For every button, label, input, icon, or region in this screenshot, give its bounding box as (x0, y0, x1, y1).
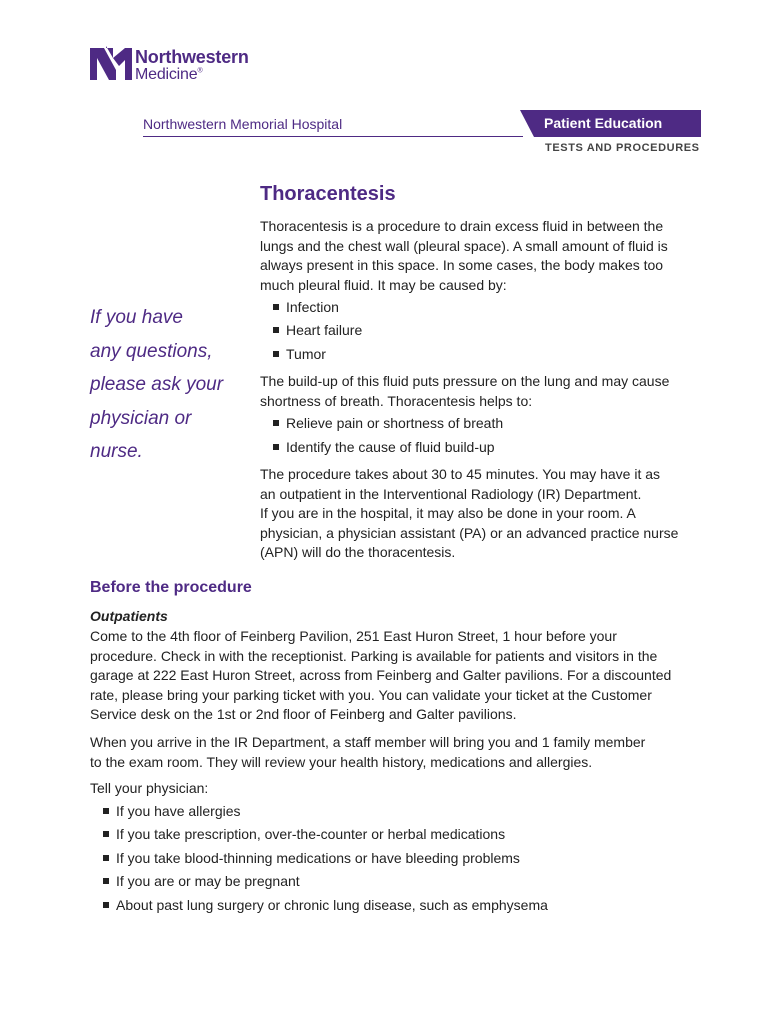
text-line: much pleural fluid. It may be caused by: (260, 276, 507, 293)
page-title: Thoracentesis (260, 183, 396, 205)
tell-physician-label: Tell your physician: (90, 780, 209, 796)
list-item: If you take prescription, over-the-counter or herbal medications (101, 825, 548, 848)
sidebar-note-line: nurse. (90, 441, 143, 462)
text-line: rate, please bring your parking ticket with you. You can validate your ticket at the Customer (90, 686, 652, 703)
patient-education-label: Patient Education (544, 115, 663, 131)
sidebar-note-line: physician or (90, 407, 192, 429)
pressure-paragraph (260, 372, 700, 411)
list-item: Identify the cause of fluid build-up (271, 438, 503, 462)
text-line: to the exam room. They will review your health history, medications and allergies. (90, 753, 593, 770)
list-item: Infection (271, 298, 362, 321)
text-line: shortness of breath. Thoracentesis helps to: (260, 392, 533, 409)
text-line: garage at 222 East Huron Street, across from Feinberg and Galter pavilions. For a discounted (90, 667, 672, 683)
sidebar-note-line: If you have (90, 307, 183, 328)
text-line: Come to the 4th floor of Feinberg Pavilion, 251 East Huron Street, 1 hour before your (90, 628, 617, 644)
sidebar-questions-note (90, 301, 242, 469)
text-line: always present in this space. In some cases, the body makes too (260, 257, 664, 273)
section-label: TESTS AND PROCEDURES (545, 142, 700, 154)
outpatients-paragraph (90, 627, 710, 725)
duration-paragraph (260, 465, 700, 563)
list-item: If you take blood-thinning medications or have bleeding problems (101, 849, 548, 872)
text-line: (APN) will do the thoracentesis. (260, 544, 456, 560)
intro-paragraph (260, 217, 700, 295)
text-line: lungs and the chest wall (pleural space). A small amount of fluid is (260, 237, 668, 254)
helps-list (271, 414, 503, 461)
list-item: Heart failure (271, 321, 362, 344)
nm-monogram-icon (90, 46, 132, 80)
logo-wordmark-line2: Medicine® (135, 66, 203, 83)
list-item: Relieve pain or shortness of breath (271, 414, 503, 438)
logo-wordmark-line1: Northwestern (135, 47, 249, 67)
hospital-name: Northwestern Memorial Hospital (143, 116, 343, 132)
list-item: If you have allergies (101, 802, 548, 825)
header-divider (143, 136, 523, 137)
before-procedure-heading: Before the procedure (90, 579, 252, 596)
text-line: The build-up of this fluid puts pressure on the lung and may cause (260, 373, 670, 389)
text-line: Thoracentesis is a procedure to drain excess fluid in between the (260, 218, 664, 234)
causes-list (271, 298, 362, 368)
sidebar-note-line: please ask your (90, 374, 224, 395)
list-item: Tumor (271, 345, 362, 368)
text-line: an outpatient in the Interventional Radiology (IR) Department. (260, 485, 642, 502)
text-line: Service desk on the 1st or 2nd floor of Feinberg and Galter pavilions. (90, 706, 517, 722)
tell-physician-list (101, 802, 548, 919)
text-line: The procedure takes about 30 to 45 minutes. You may have it as (260, 466, 661, 482)
text-line: procedure. Check in with the receptionist. Parking is available for patients and visitors in the (90, 647, 658, 664)
outpatients-subheading: Outpatients (90, 608, 168, 624)
arrival-paragraph (90, 733, 710, 772)
text-line: physician, a physician assistant (PA) or an advanced practice nurse (260, 524, 679, 541)
list-item: About past lung surgery or chronic lung disease, such as emphysema (101, 896, 548, 919)
trademark-symbol: ® (197, 67, 203, 75)
list-item: If you are or may be pregnant (101, 872, 548, 895)
sidebar-note-line: any questions, (90, 340, 213, 362)
text-line: If you are in the hospital, it may also be done in your room. A (260, 505, 636, 521)
text-line: When you arrive in the IR Department, a staff member will bring you and 1 family member (90, 734, 646, 750)
